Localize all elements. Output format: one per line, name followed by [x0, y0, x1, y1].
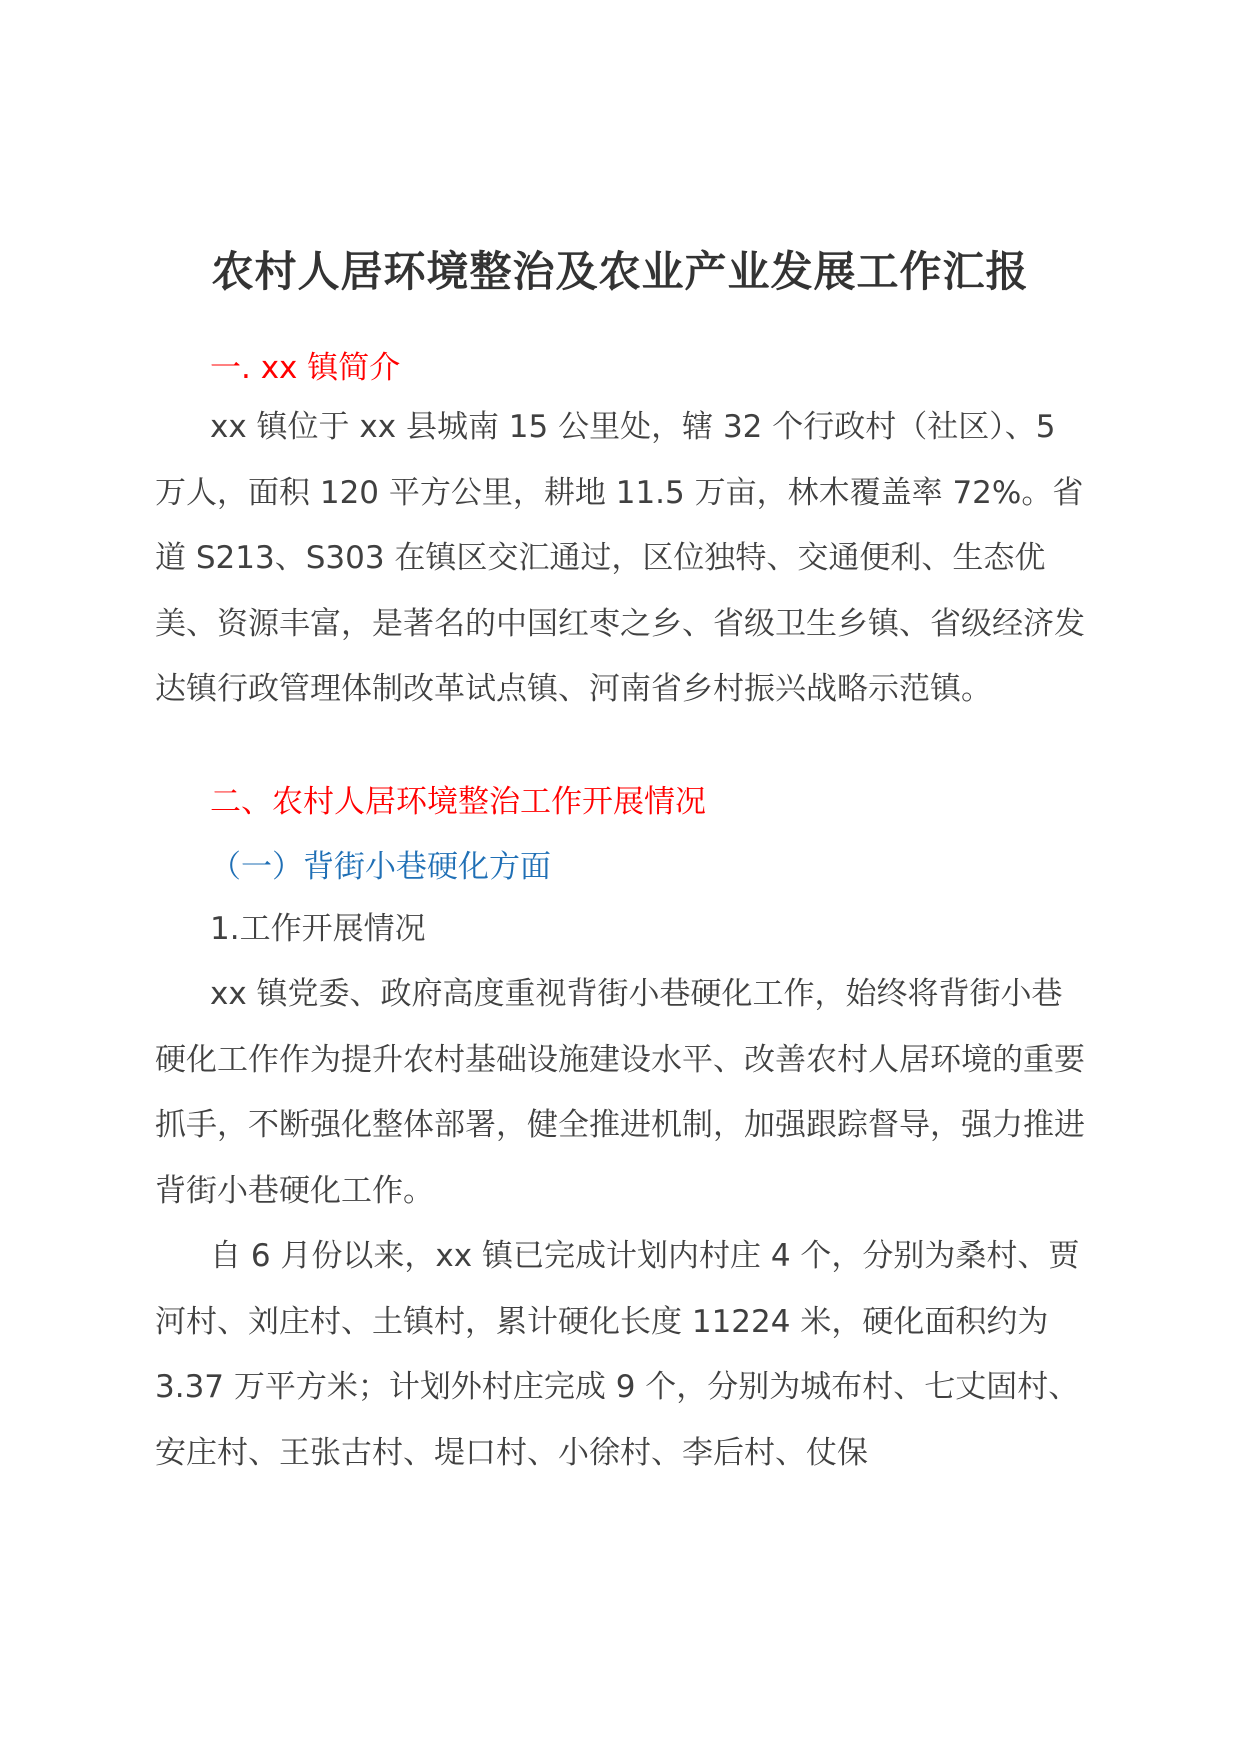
subsection-heading-alley-hardening: （一）背街小巷硬化方面	[210, 849, 551, 885]
work-paragraph: xx 镇党委、政府高度重视背街小巷硬化工作，始终将背街小巷硬化工作作为提升农村基础设施建设水平、改善农村人居环境的重要抓手，不断强化整体部署，健全推进机制，加强跟踪督导，强力推进背街小巷硬化工作。	[155, 976, 1085, 1209]
document-title: 农村人居环境整治及农业产业发展工作汇报	[211, 247, 1029, 296]
section-heading-environment: 二、农村人居环境整治工作开展情况	[210, 784, 706, 820]
item-heading-work-progress: 1.工作开展情况	[210, 911, 426, 947]
progress-paragraph: 自 6 月份以来，xx 镇已完成计划内村庄 4 个，分别为桑村、贾河村、刘庄村、土镇村，累计硬化长度 11224 米，硬化面积约为 3.37 万平方米；计划外村庄完成 9 个，分别为城布村、七丈固村、安庄村、王张古村、堤口村、小徐村、李后村、仗保	[155, 1238, 1080, 1471]
section-heading-intro: 一. xx 镇简介	[210, 350, 401, 386]
intro-paragraph: xx 镇位于 xx 县城南 15 公里处，辖 32 个行政村（社区）、5 万人，面积 120 平方公里，耕地 11.5 万亩，林木覆盖率 72%。省道 S213、S303 在镇区交汇通过，区位独特、交通便利、生态优美、资源丰富，是著名的中国红枣之乡、省级卫生乡镇、省级经济发达镇行政管理体制改革试点镇、河南省乡村振兴战略示范镇。	[155, 409, 1085, 707]
